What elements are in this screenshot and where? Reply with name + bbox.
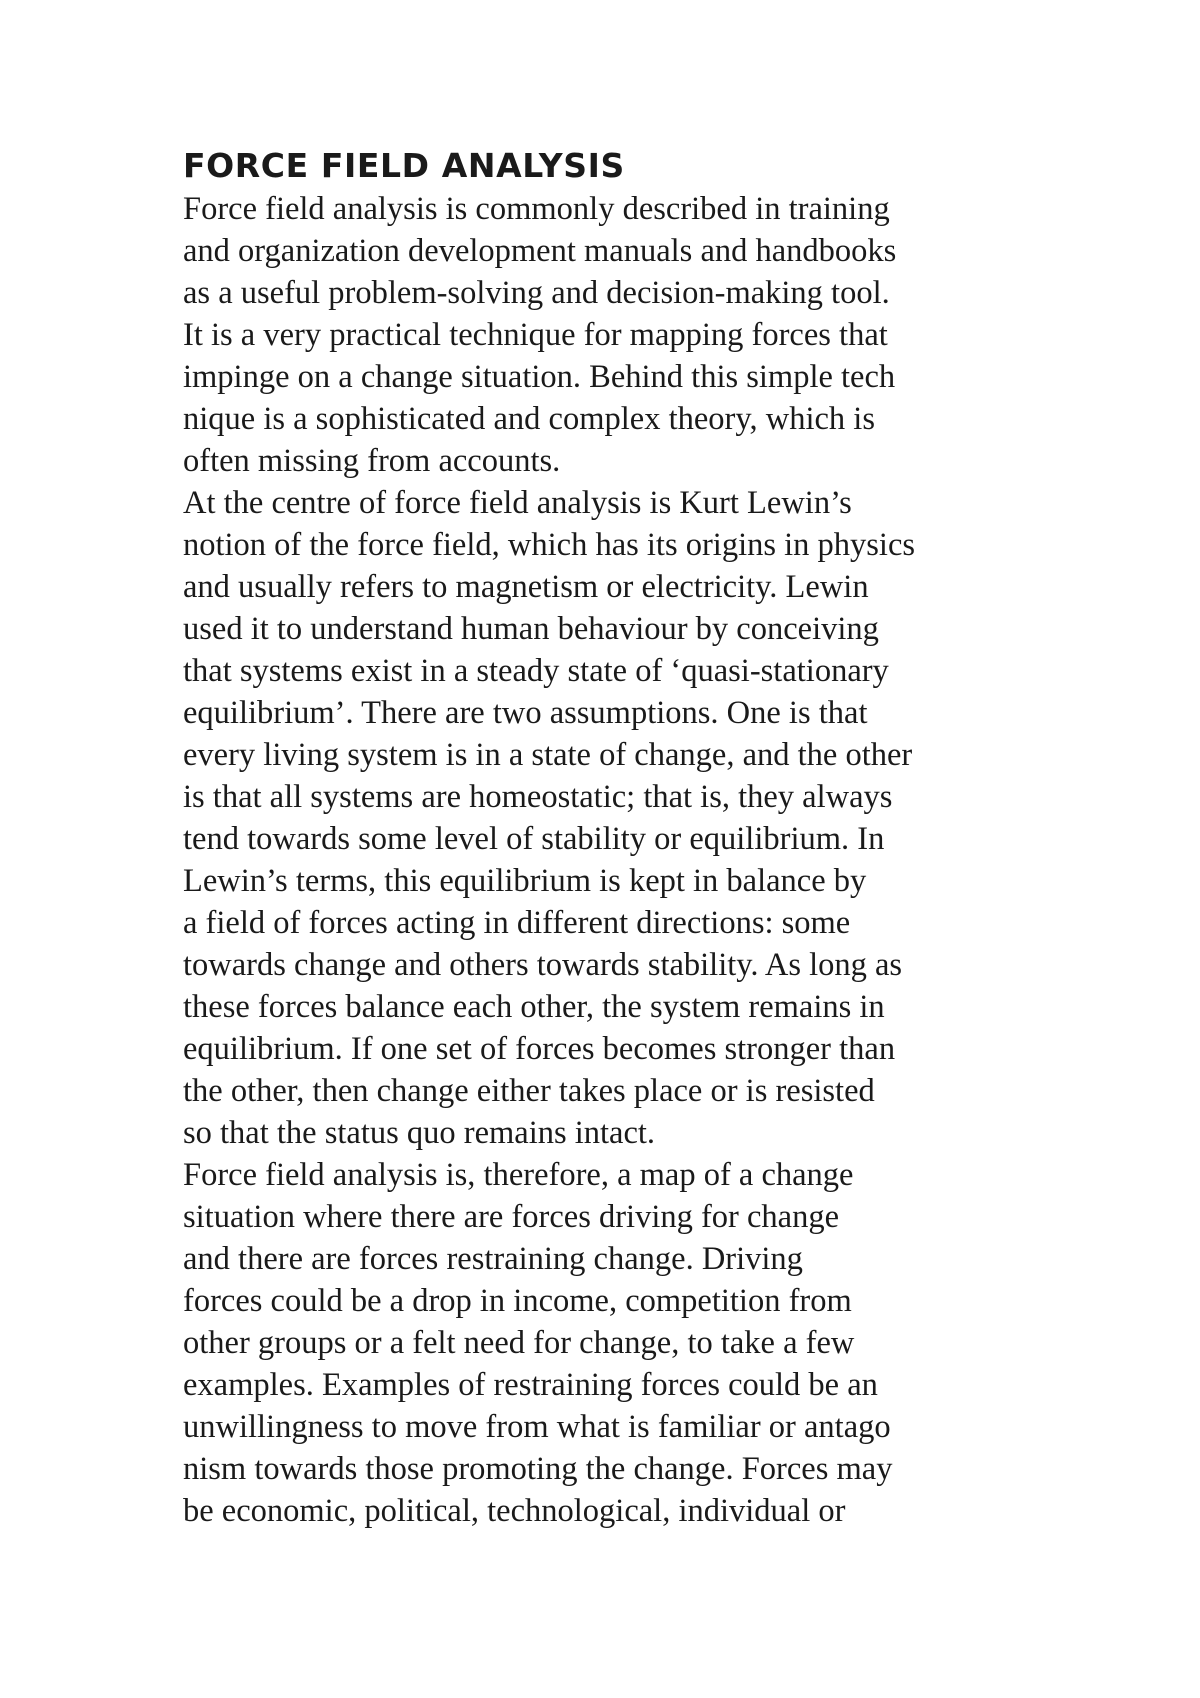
text-line: and organization development manuals and handbooks	[183, 233, 897, 269]
text-line: as a useful problem-solving and decision-making tool.	[183, 275, 890, 311]
text-line: and usually refers to magnetism or electricity. Lewin	[183, 569, 869, 605]
text-line: these forces balance each other, the system remains in	[183, 989, 885, 1025]
text-line: Lewin’s terms, this equilibrium is kept in balance by	[183, 863, 867, 899]
text-line: be economic, political, technological, individual or	[183, 1493, 846, 1529]
text-line: situation where there are forces driving for change	[183, 1199, 840, 1235]
text-line: is that all systems are homeostatic; that is, they always	[183, 779, 893, 815]
text-line: every living system is in a state of change, and the other	[183, 737, 913, 773]
text-line: equilibrium. If one set of forces becomes stronger than	[183, 1031, 896, 1067]
text-line: other groups or a felt need for change, to take a few	[183, 1325, 855, 1361]
paragraph-map-of-change	[183, 1154, 1083, 1532]
text-line: Force field analysis is, therefore, a map of a change	[183, 1157, 854, 1193]
text-line: tend towards some level of stability or equilibrium. In	[183, 821, 885, 857]
paragraph-intro	[183, 188, 1083, 482]
text-line: forces could be a drop in income, competition from	[183, 1283, 852, 1319]
text-line: It is a very practical technique for mapping forces that	[183, 317, 888, 353]
text-line: and there are forces restraining change. Driving	[183, 1241, 803, 1277]
text-line: the other, then change either takes place or is resisted	[183, 1073, 875, 1109]
page-title: FORCE FIELD ANALYSIS	[183, 146, 625, 185]
paragraph-lewin-force-field	[183, 482, 1083, 1154]
text-line: nism towards those promoting the change. Forces may	[183, 1451, 893, 1487]
text-line: equilibrium’. There are two assumptions. One is that	[183, 695, 868, 731]
page-content	[183, 146, 1083, 1532]
text-line: impinge on a change situation. Behind this simple tech	[183, 359, 896, 395]
text-line: At the centre of force field analysis is Kurt Lewin’s	[183, 485, 852, 521]
text-line: nique is a sophisticated and complex theory, which is	[183, 401, 875, 437]
text-line: notion of the force field, which has its origins in physics	[183, 527, 916, 563]
text-line: examples. Examples of restraining forces could be an	[183, 1367, 878, 1403]
text-line: unwillingness to move from what is familiar or antago	[183, 1409, 891, 1445]
text-line: so that the status quo remains intact.	[183, 1115, 656, 1151]
text-line: towards change and others towards stability. As long as	[183, 947, 903, 983]
text-line: often missing from accounts.	[183, 443, 561, 479]
text-line: that systems exist in a steady state of ‘quasi-stationary	[183, 653, 889, 689]
text-line: a field of forces acting in different directions: some	[183, 905, 851, 941]
text-line: Force field analysis is commonly described in training	[183, 191, 890, 227]
text-line: used it to understand human behaviour by conceiving	[183, 611, 879, 647]
